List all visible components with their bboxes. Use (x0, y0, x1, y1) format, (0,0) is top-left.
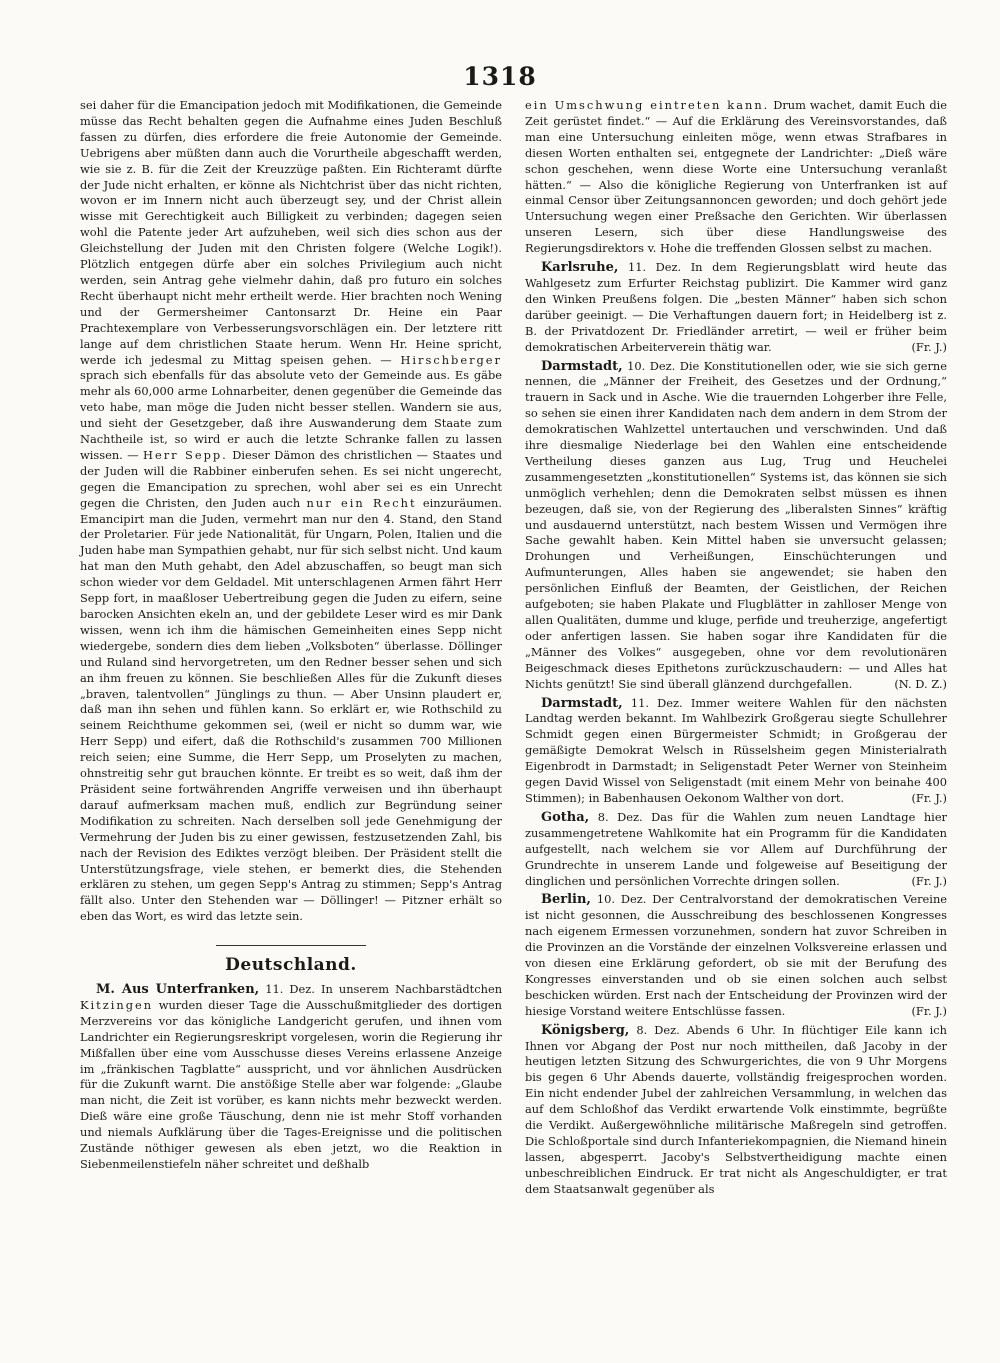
dateline: Königsberg, (541, 1022, 630, 1038)
paragraph: In dem Regierungsblatt wird heute das Wahlgesetz zum Erfurter Reichstag publizirt. Die Kammer wird ganz den Winken Preußens folgen. Die „besten Männer“ haben sich schon darüber geeinigt. — Die Verhaftungen dauern fort; in Heidelberg ist z. B. der Privatdozent Dr. Friedländer arretirt, — weil er früher beim demokratischen Arbeiterverein thätig war. (525, 260, 948, 354)
continued-text (525, 98, 947, 257)
paragraph: sprach sich ebenfalls für das absolute veto der Gemeinde aus. Es gäbe mehr als 60,000 arme Lohnarbeiter, denen gegenüber die Gemeinde das veto habe, man möge die Juden nicht besser stellen. Wandern sie aus, und sieht der Gesetzgeber, daß ihre Auswanderung dem Staate zum Nachtheile ist, so wird er auch die letzte Schranke fallen zu lassen wissen. — (80, 368, 502, 462)
date: 10. Dez. (596, 892, 647, 907)
news-item-unterfranken (80, 982, 502, 1173)
speaker-name: Hirschberger (400, 352, 502, 367)
section-divider (216, 945, 366, 946)
source-note: (Fr. J.) (911, 339, 947, 354)
paragraph: Der Centralvorstand der demokratischen Vereine ist nicht gesonnen, die Ausschreibung des beschlossenen Kongresses nach eigenem Ermessen vorzunehmen, sondern hat zuvor Schreiben in die Provinzen an die Vorstände der einzelnen Volksvereine erlassen und von diesen eine Erklärung gefordert, ob sie mit der Berufung des Kongresses einverstanden und ob sie einen solchen auch selbst beschicken würden. Erst nach der Entscheidung der Provinzen wird der hiesige Vorstand weitere Entschlüsse fassen. (525, 892, 948, 1018)
source-note: (Fr. J.) (911, 790, 947, 805)
paragraph: Dieser Dämon des christlichen — Staates und der Juden will die Rabbiner einberufen sehen. Es sei nicht ungerecht, gegen die Emancipation zu sprechen, wohl aber sei es ein Unrecht gegen die Christen, den Juden auch (80, 447, 502, 510)
dateline: Berlin, (541, 892, 591, 908)
dateline: M. Aus Unterfranken, (96, 982, 260, 998)
news-item-berlin (525, 892, 947, 1019)
source-note: (Fr. J.) (911, 873, 947, 888)
date: 8. Dez. (636, 1022, 680, 1037)
date: 11. Dez. (265, 982, 315, 997)
paragraph: Abends 6 Uhr. In flüchtiger Eile kann ich Ihnen vor Abgang der Post nur noch mittheilen, daß Jacoby in der heutigen letzten Sitzung des Schwurgerichtes, die von 9 Uhr Morgens bis gegen 6 Uhr Abends dauerte, vollständig freigesprochen worden. Ein nicht endender Jubel der zahlreichen Versammlung, in welchen das auf dem Schloßhof das Verdikt erwartende Volk einstimmte, begrüßte die Verdikt. Außergewöhnliche militärische Maßregeln sind getroffen. Die Schloßportale sind durch Infanteriekompagnien, die Niemand hinein lassen, abgesperrt. Jacoby's Selbstvertheidigung machte einen unbeschreiblichen Eindruck. Er trat nicht als Angeschuldigter, er trat dem Staatsanwalt gegenüber als (525, 1022, 948, 1196)
paragraph: sei daher für die Emancipation jedoch mit Modifikationen, die Gemeinde müsse das Recht behalten gegen die Aufnahme eines Juden Beschluß fassen zu dürfen, dies erfordere die freie Autonomie der Gemeinde. Uebrigens aber müßten dann auch die Vorurtheile abgeschafft werden, wie sie z. B. für die Zeit der Kreuzzüge paßten. Ein Richteramt dürfte der Jude nicht erhalten, er könne als Nichtchrist über das nicht richten, wovon er im Innern nicht auch überzeugt sey, und der Christ allein wisse mit Gerechtigkeit auch Billigkeit zu verbinden; dagegen seien wohl die Patente jeder Art aufzuheben, weil sich dies schon aus der Gleichstellung der Juden mit den Christen folgere (Welche Logik!). Plötzlich entgegen dürfe aber ein solches Privilegium auch nicht werden, sein Antrag gehe vielmehr dahin, daß pro futuro ein solches Recht überhaupt nicht mehr ertheilt werde. Hier brachten noch Wening und der Germersheimer Cantonsarzt Dr. Heine ein Paar Prachtexemplare von Verbesserungsvorschlägen ein. Der letztere ritt lange auf dem christlichen Staate herum. Wenn Hr. Heine spricht, werde ich jedesmal zu Mittag speisen gehen. — (80, 98, 502, 367)
news-item-koenigsberg (525, 1023, 947, 1198)
paragraph: wurden dieser Tage die Ausschußmitglieder des dortigen Merzvereins vor das königliche Landgericht gerufen, und ihnen vom Landrichter ein Regierungsreskript vorgelesen, worin die Regierung ihr Mißfallen über eine vom Ausschusse dieses Vereins erlassene Anzeige im „fränkischen Tagblatte“ ausspricht, und vor ähnlichen Ausdrücken für die Zukunft warnt. Die anstößige Stelle aber war folgende: „Glaube man nicht, die Zeit ist vorüber, es kann nichts mehr bezweckt werden. Dieß wäre eine große Täuschung, denn nie ist mehr Stoff vorhanden und niemals Aufklärung über die Tages-Ereignisse und die politischen Zustände nöthiger gewesen als eben jetzt, wo die Reaktion in Siebenmeilenstiefeln näher schreitet und deßhalb (80, 997, 502, 1171)
paragraph: einzuräumen. Emancipirt man die Juden, vermehrt man nur den 4. Stand, den Stand der Proletarier. Für jede Nationalität, für Ungarn, Polen, Italien und die Juden habe man Sympathien gehabt, nur für sich selbst nicht. Und kaum hat man den Muth gehabt, den Adel abzuschaffen, so beugt man sich schon wieder vor dem Geldadel. Mit unterschlagenen Armen fährt Herr Sepp fort, in maaßloser Uebertreibung gegen die Juden zu eifern, seine barocken Ansichten ekeln an, und der gebildete Leser wird es mir Dank wissen, wenn ich ihm die hämischen Gemeinheiten eines Sepp nicht wiedergebe, sondern dies dem lieben „Volksboten“ überlasse. Döllinger und Ruland sind hervorgetreten, um den Redner besser sehen und sich an ihm freuen zu können. Sie beschließen Alles für die Zukunft dieses „braven, talentvollen“ Jünglings zu thun. — Aber Unsinn plaudert er, daß man ihn sehen und fühlen kann. So erklärt er, wie Rothschild zu seinem Reichthume gekommen sei, (weil er nicht so dumm war, wie Herr Sepp) und eifert, daß die Rothschild's zusammen 700 Millionen reich seien; eine Summe, die Herr Sepp, um Proselyten zu machen, ohnstreitig sehr gut brauchen könnte. Er treibt es so weit, daß ihm der Präsident seine fortwährenden Angriffe verweisen und ihn überhaupt darauf aufmerksam machen muß, endlich zur Begründung seiner Modifikation zu schreiten. Nach derselben soll jede Genehmigung der Vermehrung der Juden bis zu einer gewissen, festzusetzenden Zahl, bis nach der Revision des Ediktes verzögt bleiben. Der Präsident stellt die Unterstützungsfrage, viele stehen, er bemerkt dies, die Stehenden erklären zu stehen, um gegen Sepp's Antrag zu stimmen; Sepp's Antrag fällt also. Unter den Stehenden war — Döllinger! — Pitzner erhält so eben das Wort, es wird das letzte sein. (80, 495, 502, 924)
paragraph: Die Konstitutionellen oder, wie sie sich gerne nennen, die „Männer der Freiheit, des Gesetzes und der Ordnung,“ trauern in Sack und in Asche. Wie die trauernden Lohgerber ihre Felle, so sehen sie einen ihrer Kandidaten nach dem andern in dem Strom der demokratischen Wahlzettel untertauchen und verschwinden. Und daß ihre diesmalige Niederlage bei den Wahlen eine entscheidende Vertheilung dieses ganzen aus Lug, Trug und Heuchelei zusammengesetzten „konstitutionellen“ Systems ist, das können sie sich unmöglich verhehlen; denn die Demokraten selbst müssen es ihnen bezeugen, daß sie, von der Regierung des „liberalsten Sinnes“ kräftig und ausdauernd unterstützt, nach bestem Wissen und Vermögen ihre Sache gewahlt haben. Kein Mittel haben sie unversucht gelassen; Drohungen und Verheißungen, Einschüchterungen und Aufmunterungen, Alles haben sie angewendet; sie haben den persönlichen Einfluß der Beamten, der Geistlichen, der Reichen aufgeboten; sie haben Plakate und Flugblätter in zahlloser Menge von allen Qualitäten, dumme und kluge, perfide und treuherzige, angefertigt oder anfertigen lassen. Sie haben sogar ihre Kandidaten für die „Männer des Volkes“ ausgegeben, ohne vor dem revolutionären Beigeschmack dieses Epithetons zurückzuschaudern: — und Alles hat Nichts genützt! Sie sind überall glänzend durchgefallen. (525, 358, 947, 691)
paragraph: Das für die Wahlen zum neuen Landtage hier zusammengetretene Wahlkomite hat ein Programm für die Kandidaten aufgestellt, nach welchem sie vor Allem auf Durchführung der Grundrechte in unserem Lande und folgeweise auf Beseitigung der dinglichen und persönlichen Vorrechte dringen sollen. (525, 809, 948, 888)
emphasis: nur ein Recht (306, 495, 417, 510)
source-note: (N. D. Z.) (894, 676, 947, 691)
news-item-darmstadt-1 (525, 359, 947, 693)
section-heading: Deutschland. (225, 955, 357, 976)
left-column (80, 98, 502, 1173)
emphasis: ein Umschwung eintreten kann. (525, 98, 770, 112)
date: 11. Dez. (627, 260, 682, 275)
news-item-karlsruhe (525, 260, 947, 355)
dateline: Gotha, (541, 809, 590, 825)
news-item-gotha (525, 810, 947, 890)
date: 11. Dez. (630, 695, 683, 710)
place-name: Kitzingen (80, 997, 154, 1012)
dateline: Darmstadt, (541, 358, 623, 374)
date: 10. Dez. (627, 358, 676, 373)
paragraph: Immer weitere Wahlen für den nächsten Landtag werden bekannt. Im Wahlbezirk Großgerau siegte Schullehrer Schmidt gegen einen Bürgermeister Schmidt; in Großgerau der gemäßigte Demokrat Welsch in Rüsselsheim gegen Ministerialrath Eigenbrodt in Darmstadt; in Seligenstadt Peter Werner von Steinheim gegen David Wissel von Seligenstadt (mit einem Mehr von beinahe 400 Stimmen); in Babenhausen Oekonom Walther von dort. (525, 695, 947, 805)
date: 8. Dez. (597, 809, 643, 824)
paragraph: Drum wachet, damit Euch die Zeit gerüstet findet.“ — Auf die Erklärung des Vereinsvorstandes, daß man eine Untersuchung einleiten möge, wenn etwas Strafbares in diesen Worten enthalten sei, entgegnete der Landrichter: „Dieß wäre schon geschehen, wenn diese Worte eine Untersuchung veranlaßt hätten.“ — Also die königliche Regierung von Unterfranken ist auf einmal Censor über Zeitungsannoncen geworden; und doch gehört jede Untersuchung wegen einer Preßsache den Gerichten. Wir überlassen unseren Lesern, sich über diese Handlungsweise des Regierungsdirektors v. Hohe die treffenden Glossen selbst zu machen. (525, 98, 947, 256)
dateline: Darmstadt, (541, 695, 623, 711)
paragraph: In unserem Nachbarstädtchen (320, 982, 503, 997)
right-column (525, 98, 947, 1198)
page-number: 1318 (463, 62, 537, 91)
speaker-name: Herr Sepp. (143, 447, 228, 462)
news-item-darmstadt-2 (525, 696, 947, 807)
source-note: (Fr. J.) (911, 1003, 947, 1018)
article-text (80, 98, 502, 925)
dateline: Karlsruhe, (541, 260, 619, 276)
